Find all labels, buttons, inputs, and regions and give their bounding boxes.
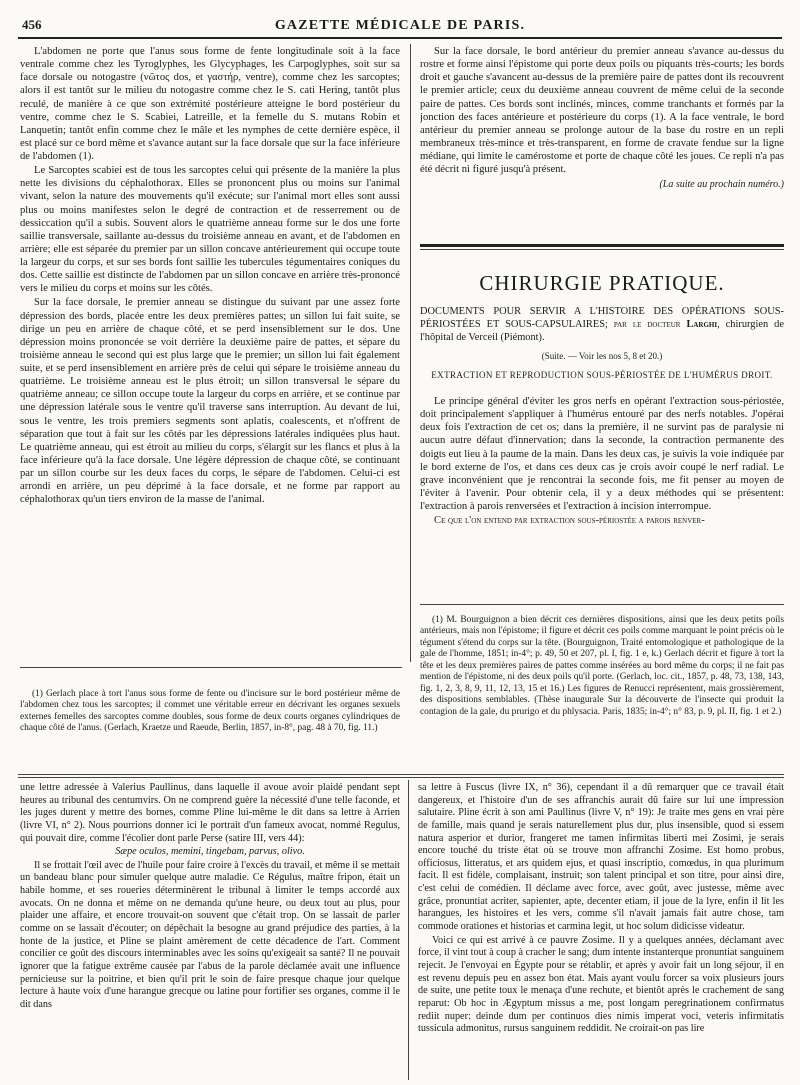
left-footnote-text: (1) Gerlach place à tort l'anus sous forme de fente ou d'incisure sur le bord postérieur même de l'abdomen chez tous les sarcoptes; il commet une véritable erreur en décrivant les organes sexuels externes femelles des sarcoptes comme doubles, sous forme de deux courts organes cylindriques de chaque côté de l'anus. (Gerlach, Kraetze und Raeude, Berlin, 1857, in-8°, pag. 48 à 70, fig. 11.) [20, 689, 400, 734]
journal-title: GAZETTE MÉDICALE DE PARIS. [274, 18, 526, 33]
continuation-note: (Suite. — Voir les nos 5, 8 et 20.) [541, 350, 663, 361]
author-affiliation: , chirurgien de l'hôpital de Verceil (Piémont). [420, 318, 784, 343]
right-footnote-rule [420, 604, 784, 605]
left-paragraph-2: Le Sarcoptes scabiei est de tous les sarcoptes celui qui présente de la manière la plus nette les divisions du céphalothorax. Elles se prononcent plus ou moins sur l'animal vivant, selon la nature des mouvements qu'il exécute; sur l'animal mort elles sont aussi plus ou moins manifestes selon le degré de contraction et de resserrement ou de dessiccation qu'il a subis. Souvent alors le quatrième anneau forme sur le dos une forte saillie transversale, saillante au-dessus du troisième anneau en avant, et de l'abdomen en arrière; elle est séparée du premier par un sillon concave antérieurement qui occupe toute la largeur du corps, et sur ses bords font saillie les tubercules tégumentaires coniques du dos. Cette saillie est distincte de l'abdomen par un sillon concave en arrière très-prononcé vers le milieu du corps et moins sur les côtés. [20, 165, 400, 295]
lower-left-paragraph-2: Il se frottait l'œil avec de l'huile pour faire croire à l'excès du travail, et même il se mettait un bandeau blanc pour simuler quelque autre maladie. Ce Régulus, maître fripon, était un habile homme, et ses roueries déterminèrent le tribunal à limiter le temps accordé aux avocats. On ne donna et même on ne demanda qu'une heure, ou deux tout au plus, pour plaider une affaire, et encore trouvait-on souvent que c'était trop. On se lassait de parler comme on se lassait d'écouter; on dépêchait la besogne au grand préjudice des parties, à la honte de la justice, et Pline se plaint amèrement de cette décadence de l'art. Comment concilier ce goût des discours interminables avec les soins qu'exigeait sa santé? Il ne pouvait ignorer que la fatigue extrême causée par l'abus de la parole déclamée avait une influence pernicieuse sur la poitrine, et bien qu'il prit le soin de faire presque chaque jour quelque lecture à haute voix d'une harangue grecque ou latine pour fortifier ses organes, comme il le dit dans [20, 859, 400, 1010]
lower-right-paragraph-2: Voici ce qui est arrivé à ce pauvre Zosime. Il y a quelques années, déclamant avec force, il vint tout à coup à cracher le sang; dum intente instanterque pronuntiat sanguinem rejecit. Je l'envoyai en Égypte pour se rétablir, et après y avoir fait un long séjour, il en est revenu depuis peu en assez bon état. Mais ayant voulu forcer sa voix plusieurs jours de suite, une petite toux le menaça d'une rechute, et bientôt après le crachement de sang reparut: Ob hoc in Ægyptum missus a me, post longam peregrinationem confirmatus rediit nuper: deinde dum per continuos dies nimis imperat voci, veteris infirmitatis tussicula admonitus, rursus sanguinem reddidit. Ne croirait-on pas lire [418, 934, 784, 1035]
page-number: 456 [22, 17, 42, 32]
feuilleton-divider-2 [18, 777, 784, 778]
left-paragraph-1: L'abdomen ne porte que l'anus sous forme de fente longitudinale soit à la face ventrale comme chez les Tyroglyphes, les Glycyphages, les Carpoglyphes, soit sur sa face dorsale ou notogastre (νῶτος dos, et γαστήρ, ventre), comme chez les sarcoptes; alors il est tantôt sur le milieu du notogastre comme chez le S. cati Hering, tantôt plus reculé, de manière à ce que son extrémité postérieure atteigne le bord postérieur du ventre, comme chez le S. Scabiei, Latreille, et la femelle du S. mutans Robin et Lanquetin; tantôt enfin comme chez le mâle et les nymphes de cette dernière espèce, il est placé sur ce bord même et s'avance autant sur la face dorsale que sur la face inférieure de l'abdomen (1). [20, 46, 400, 162]
left-column [20, 45, 400, 650]
right-paragraph-2: Le principe général d'éviter les gros nerfs en opérant l'extraction sous-périostée, doit principalement s'appliquer à l'humérus entouré par des nerfs notables. J'opérai deux fois l'extraction de cet os; dans la première, il ne survint pas de paralysie ni aucun autre défaut d'innervation; dans la seconde, la contraction permanente des doigts eut lieu à la paume de la main. Dans les deux cas, je suivis la voie indiquée par le bord externe de l'os, et dans ces deux cas je crois avoir coupé le nerf radial. Le grave inconvénient que je rencontrai la seconde fois, me fit penser au moyen de l'éviter à l'avenir. Pour obtenir cela, il y a deux méthodes qui se présentent: l'extraction à parois renversées et l'extraction à incision interrompue. [420, 396, 784, 513]
right-footnote [420, 615, 784, 765]
lower-right-column [418, 782, 784, 1080]
lower-left-paragraph-1: une lettre adressée à Valerius Paullinus, dans laquelle il avoue avoir plaidé pendant sept heures au tribunal des centumvirs. On ne comprend guère la nécessité d'une telle faconde, et les juges durent y mettre des bornes, comme Pline lui-même le dit dans sa lettre à Arrien (livre VI, n° 2). Nous pourrions donner ici le portrait d'un fameux avocat, nommé Regulus, qui pouvait dire, comme l'écolier dont parle Perse (satire III, vers 44): [20, 782, 400, 844]
section-divider-thin [420, 249, 784, 250]
left-paragraph-3: Sur la face dorsale, le premier anneau se distingue du suivant par une assez forte dépression des bords, placée entre les deux premières pattes; un sillon lui fait suite, se dirige un peu en arrière de chaque côté, et se perd insensiblement sur le dos. Une dépression moins prononcée se voit derrière la deuxième paire de pattes, et sépare du troisième anneau le second qui est plus large que le premier; un sillon lui fait également suite, et se perd insensiblement en arrière près de celui qui sépare le troisième anneau du quatrième. Le troisième anneau est le plus étroit; un sillon transversal le sépare du quatrième anneau; ce sillon occupe toute la largeur du corps en arrière, et se continue par une dépression latérale sous le ventre qu'il traverse sans interruption. Au devant de lui, sous le ventre, les trois premiers segments sont aplatis, coalescents, et n'offrent de séparation que tout à fait sur les côtés par les dépressions latérales indiquées plus haut. Le quatrième anneau, qui est étroit au milieu du corps, s'élargit sur les flancs et plus à la face inférieure qu'à la face dorsale. Une légère dépression de chaque côté, se continuant par un sillon courbe sur les deux faces du corps, le sépare de l'abdomen. Celui-ci est arrondi en arrière, un peu déprimé à la face dorsale, et ne forme par rapport au céphalothorax qu'un tiers environ de la masse de l'animal. [20, 297, 400, 506]
section-title: CHIRURGIE PRATIQUE. [479, 271, 725, 295]
article-subtitle: EXTRACTION ET REPRODUCTION SOUS-PÉRIOSTÉE DE L'HUMÉRUS DROIT. [431, 369, 773, 380]
right-paragraph-3: Ce que l'on entend par extraction sous-périostée a parois renver- [434, 515, 705, 527]
left-footnote-rule [20, 667, 402, 668]
right-column-top [420, 45, 784, 230]
column-divider-bottom [408, 780, 409, 1080]
right-paragraph-1: Sur la face dorsale, le bord antérieur du premier anneau s'avance au-dessus du rostre et forme ainsi l'épistome qui porte deux poils ou piquants très-courts; les bords droit et gauche s'avancent au-dessus de la première paire de pattes dont ils recouvrent le premier article; ceux du deuxième anneau couvrent de même celui de la seconde paire de pattes. Ces bords sont inclinés, minces, comme tranchants et formés par la jonction des faces antérieure et postérieure du corps (1). A la face ventrale, le bord antérieur du premier anneau se prolonge autour de la base du rostre en un repli membraneux très-mince et très-transparent, en forme de cravate fendue sur la ligne médiane, qui limite le camérostome et porte de chaque côté les joues. Ce repli n'a pas été décrit ni figuré jusqu'à présent. [420, 46, 784, 176]
documents-heading [420, 306, 784, 345]
page-header [18, 13, 782, 39]
right-column-surgery [420, 268, 784, 603]
latin-quote: Sæpe oculos, memini, tingebam, parvus, olivo. [115, 846, 305, 858]
documents-heading-text: DOCUMENTS POUR SERVIR A L'HISTOIRE DES OPÉRATIONS SOUS-PÉRIOSTÉES ET SOUS-CAPSULAIRES; par le docteur [420, 306, 784, 330]
left-footnote [20, 689, 400, 771]
author-name: Larghi [686, 318, 718, 330]
lower-left-column [20, 782, 400, 1080]
right-footnote-text: (1) M. Bourguignon a bien décrit ces dernières dispositions, ainsi que les deux petits poils antérieurs, mais non l'épistome; il figure et décrit ces poils comme marquant le point précis où le tégument s'étend du corps sur la tête. (Bourguignon, Traité entomologique et pathologique de la gale de l'homme, 1851; in-4°; p. 49, 50 et 207, pl. I, fig. 1 e, k.) Gerlach décrit et figure à tort la tête et les deux premières paires de pattes comme insérées au bord même du corps; il ne fait pas mention de l'épistome, ni des deux poils qu'il porte. (Gerlach, loc. cit., 1857, p. 48, 73, 138, 143, fig. 1, 2, 3, 8, 9, 11, 12, 13, 15 et 16.) Les figures de Renucci représentent, mais grossièrement, des dispositions semblables. (Thèse inaugurale Sur la découverte de l'insecte qui produit la contagion de la gale, du prurigo et du phlysacia. Paris, 1835; in-4°; n° 83, p. 9, pl. II, fig. 1 et 2.) [420, 615, 784, 717]
section-divider [420, 244, 784, 247]
feuilleton-divider [18, 774, 784, 775]
column-divider-top [410, 44, 411, 662]
lower-right-paragraph-1: sa lettre à Fuscus (livre IX, n° 36), cependant il a dû remarquer que ce travail était dangereux, et l'histoire d'un de ses affranchis aurait dû faire sur lui une impression salutaire. Pline écrit à son ami Paullinus (livre V, n° 19): Je traite mes gens en vrai père de famille, mais quand je serais naturellement plus dur, plus insensible, quod si essem natura asperior et durior, frangeret me tamen infirmitas liberti mei Zosimi, je serais encore touché du triste état où se trouve mon affranchi Zosime. Est homo probus, officiosus, litteratus, et ars quidem ejus, et quasi inscriptio, comœdus, in qua plurimum facit. Il est fidèle, complaisant, instruit; son talent principal et son titre, pour ainsi dire, c'est celui de comédien. Il déclame avec force, avec goût, avec justesse, même avec grâce, pronuntiat acriter, sapienter, apte, decenter etiam, il joue de la lyre, enfin il lit les harangues, les histoires et les vers, comme s'il n'avait jamais fait autre chose, tam commode orationes et historias et carmina legit, ut hoc solum didicisse videatur. [418, 782, 784, 933]
suite-note: (La suite au prochain numéro.) [659, 179, 784, 191]
